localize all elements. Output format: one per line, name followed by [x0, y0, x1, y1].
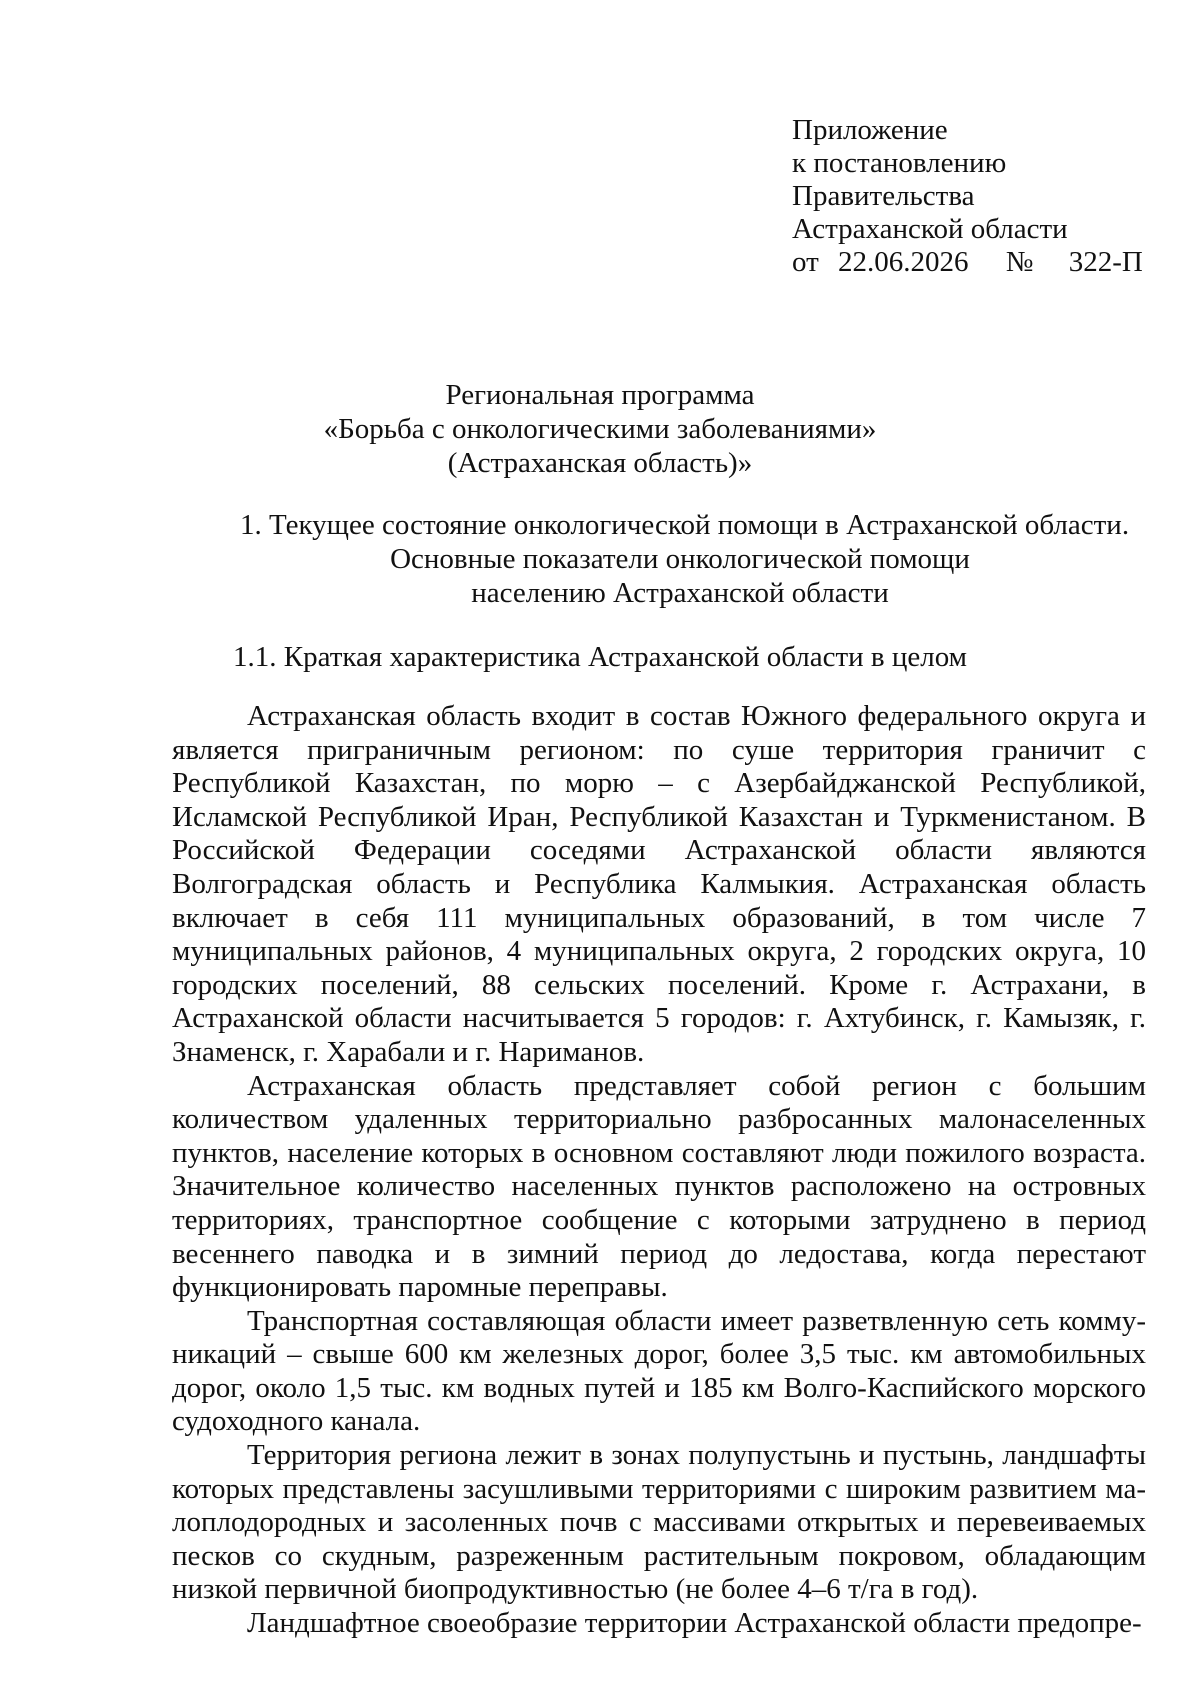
title-line: (Астраханская область)» [447, 447, 753, 479]
section-heading-line: 1. Текущее состояние онкологической помощи в Астраханской области. [240, 509, 1130, 541]
appendix-line: к постановлению [792, 147, 1007, 179]
date-value: 22.06.2026 [838, 246, 969, 278]
appendix-line: Астраханской области [792, 213, 1068, 245]
paragraph: Ландшафтное своеобразие территории Астраханской области предопре- [247, 1607, 1142, 1640]
paragraph: Транспортная составляющая области имеет разветвленную сеть коммуникаций – свыше 600 км железных дорог, более 3,5 тыс. км автомобильных дорог, около 1,5 тыс. км водных путей и 185 км Волго-Каспийского морского судоходного канала. [172, 1304, 1146, 1438]
paragraph: Территория региона лежит в зонах полупустынь и пустынь, ландшафты которых представлены засушливыми территориями с широким развитием малоплодородных и засоленных почв с массивами открытых и перевеиваемых песков со скудным, разреженным растительным покровом, обладающим низкой первичной биопродуктивностью (не более 4–6 т/га в год). [172, 1439, 1146, 1606]
appendix-header [792, 114, 1143, 279]
program-title [0, 378, 1200, 480]
paragraph: Астраханская область представляет собой регион с большим количеством удаленных территориально разбросанных малонаселенных пунктов, население которых в основном составляют люди пожилого возраста. Значительное количество населенных пунктов расположено на островных территориях, транспортное сообщение с которыми затруднено в период весеннего паводка и в зимний период до ледостава, когда перестают функционировать паромные переправы. [172, 1069, 1146, 1304]
section-heading [200, 508, 1160, 610]
section-heading-line: Основные показатели онкологической помощи [390, 543, 970, 575]
appendix-date-line [792, 246, 1143, 279]
appendix-line: Приложение [792, 114, 948, 146]
subsection-heading: 1.1. Краткая характеристика Астраханской области в целом [232, 641, 968, 673]
number-sign: № [1005, 246, 1034, 278]
paragraph: Астраханская область входит в состав Южного федерального округа и является приграничным регионом: по суше территория граничит с Республикой Казахстан, по морю – с Азербайджанской Республикой, Исламской Республикой Иран, Республикой Казахстан и Туркменистаном. В Российской Федерации соседями Астраханской области являются Волгоградская область и Республика Калмыкия. Астраханская область включает в себя 111 муниципальных образований, в том числе 7 муниципальных районов, 4 муниципальных округа, 2 городских округа, 10 городских поселений, 88 сельских поселений. Кроме г. Астрахани, в Астраханской области насчитывается 5 городов: г. Ахтубинск, г. Камызяк, г. Знаменск, г. Харабали и г. Нариманов. [172, 700, 1146, 1068]
document-number: 322-П [1068, 246, 1143, 278]
body-text [172, 700, 1146, 1641]
appendix-line: Правительства [792, 180, 975, 212]
section-heading-line: населению Астраханской области [471, 577, 889, 609]
title-line: Региональная программа [445, 379, 755, 411]
title-line: «Борьба с онкологическими заболеваниями» [323, 413, 877, 445]
date-prefix: от [792, 246, 819, 278]
